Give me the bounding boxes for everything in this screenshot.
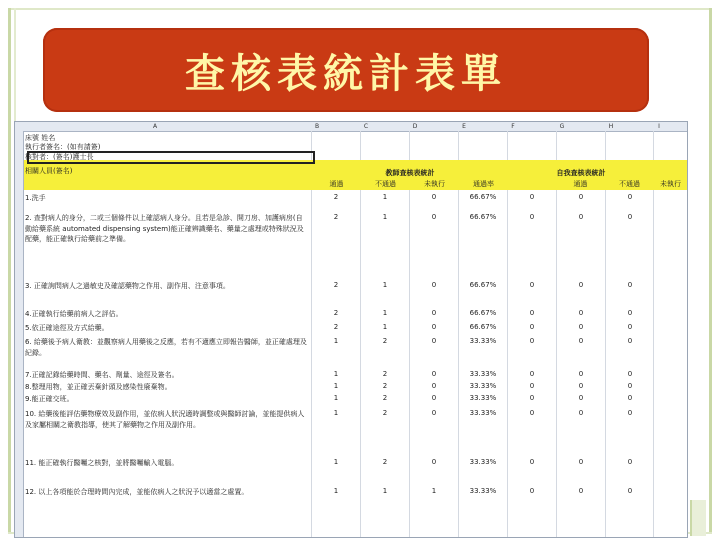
checklist-value-c[interactable]: 1 bbox=[382, 281, 388, 289]
checklist-value-g[interactable]: 0 bbox=[578, 193, 584, 201]
checklist-value-c[interactable]: 2 bbox=[382, 382, 388, 390]
checklist-value-g[interactable]: 0 bbox=[578, 382, 584, 390]
subheader-pass: 通過 bbox=[329, 180, 344, 188]
checklist-value-d[interactable]: 0 bbox=[431, 281, 437, 289]
checklist-value-b[interactable]: 1 bbox=[333, 409, 339, 417]
column-header-bar bbox=[15, 122, 687, 132]
checklist-value-b[interactable]: 2 bbox=[333, 323, 339, 331]
column-header-e[interactable]: E bbox=[462, 123, 466, 130]
checklist-item-label[interactable]: 4.正確執行給藥前病人之評估。 bbox=[25, 310, 123, 318]
checklist-value-e[interactable]: 66.67% bbox=[469, 193, 497, 201]
gridline bbox=[311, 131, 312, 537]
checklist-value-b[interactable]: 1 bbox=[333, 394, 339, 402]
checklist-value-e[interactable]: 66.67% bbox=[469, 323, 497, 331]
subheader-not-done: 未執行 bbox=[424, 180, 445, 188]
checklist-value-c[interactable]: 2 bbox=[382, 458, 388, 466]
header-row-1[interactable]: 床號 姓名 bbox=[25, 134, 56, 142]
checklist-item-label[interactable]: 9.能正確交班。 bbox=[25, 395, 74, 403]
checklist-value-f[interactable]: 0 bbox=[529, 409, 535, 417]
checklist-item-label[interactable]: 2. 查對病人的身分，二或三個條件以上確認病人身分。且若是急診、開刀房、加護病房(自動給藥系統 automated dispensing system)能正確辨識藥名、藥量之處理或特殊狀況及配藥，能正確執行給藥前之準備。 bbox=[25, 214, 304, 244]
checklist-value-e[interactable]: 33.33% bbox=[469, 409, 497, 417]
checklist-value-c[interactable]: 1 bbox=[382, 193, 388, 201]
checklist-value-f[interactable]: 0 bbox=[529, 323, 535, 331]
checklist-value-b[interactable]: 2 bbox=[333, 281, 339, 289]
header-row-3[interactable]: 核對者：(簽名)護士長 bbox=[25, 153, 94, 161]
checklist-value-f[interactable]: 0 bbox=[529, 337, 535, 345]
checklist-value-g[interactable]: 0 bbox=[578, 370, 584, 378]
checklist-value-h[interactable]: 0 bbox=[627, 394, 633, 402]
checklist-value-d[interactable]: 0 bbox=[431, 458, 437, 466]
slide-title: 查核表統計表單 bbox=[185, 49, 507, 97]
checklist-value-h[interactable]: 0 bbox=[627, 458, 633, 466]
title-banner bbox=[43, 28, 649, 112]
gridline bbox=[458, 131, 459, 537]
gridline bbox=[556, 131, 557, 537]
subheader-pass-rate: 通過率 bbox=[473, 180, 494, 188]
checklist-value-c[interactable]: 2 bbox=[382, 370, 388, 378]
checklist-value-g[interactable]: 0 bbox=[578, 409, 584, 417]
checklist-value-e[interactable]: 33.33% bbox=[469, 487, 497, 495]
spreadsheet[interactable] bbox=[14, 121, 688, 538]
checklist-value-d[interactable]: 0 bbox=[431, 309, 437, 317]
checklist-value-e[interactable]: 33.33% bbox=[469, 458, 497, 466]
gridline bbox=[360, 131, 361, 537]
checklist-value-h[interactable]: 0 bbox=[627, 409, 633, 417]
teacher-group-header: 教師查核表統計 bbox=[385, 169, 435, 177]
checklist-value-c[interactable]: 1 bbox=[382, 487, 388, 495]
slide-frame-right-band bbox=[690, 500, 706, 536]
checklist-value-e[interactable]: 33.33% bbox=[469, 382, 497, 390]
column-header-g[interactable]: G bbox=[559, 123, 565, 130]
column-header-a[interactable]: A bbox=[152, 123, 158, 130]
checklist-value-h[interactable]: 0 bbox=[627, 193, 633, 201]
checklist-value-d[interactable]: 0 bbox=[431, 394, 437, 402]
checklist-value-f[interactable]: 0 bbox=[529, 394, 535, 402]
checklist-value-g[interactable]: 0 bbox=[578, 281, 584, 289]
column-header-f[interactable]: F bbox=[511, 123, 515, 130]
checklist-value-c[interactable]: 1 bbox=[382, 309, 388, 317]
checklist-value-b[interactable]: 1 bbox=[333, 337, 339, 345]
checklist-value-f[interactable]: 0 bbox=[529, 281, 535, 289]
checklist-value-g[interactable]: 0 bbox=[578, 309, 584, 317]
checklist-value-g[interactable]: 0 bbox=[578, 458, 584, 466]
checklist-value-d[interactable]: 0 bbox=[431, 323, 437, 331]
checklist-value-f[interactable]: 0 bbox=[529, 382, 535, 390]
checklist-value-c[interactable]: 2 bbox=[382, 409, 388, 417]
checklist-value-e[interactable]: 66.67% bbox=[469, 213, 497, 221]
column-header-b[interactable]: B bbox=[314, 123, 320, 130]
checklist-value-b[interactable]: 2 bbox=[333, 309, 339, 317]
gridline bbox=[653, 131, 654, 537]
header-row-2[interactable]: 執行者簽名：(如有請簽) bbox=[25, 143, 101, 151]
checklist-item-label[interactable]: 11. 能正確執行醫囑之核對，並將醫囑輸入電腦。 bbox=[25, 459, 179, 467]
checklist-value-e[interactable]: 66.67% bbox=[469, 309, 497, 317]
checklist-value-b[interactable]: 1 bbox=[333, 487, 339, 495]
column-header-c[interactable]: C bbox=[363, 123, 369, 130]
checklist-value-d[interactable]: 0 bbox=[431, 409, 437, 417]
checklist-item-label[interactable]: 1.洗手 bbox=[25, 194, 46, 202]
column-header-i[interactable]: I bbox=[658, 123, 660, 130]
subheader-self-pass: 通過 bbox=[573, 180, 588, 188]
slide-frame-top bbox=[8, 8, 712, 10]
gridline bbox=[605, 131, 606, 537]
checklist-item-label[interactable]: 7.正確記錄給藥時間、藥名、劑量、途徑及簽名。 bbox=[25, 371, 179, 379]
checklist-item-label[interactable]: 3. 正確詢問病人之過敏史及確認藥物之作用、副作用、注意事項。 bbox=[25, 282, 230, 290]
subheader-fail: 不通過 bbox=[375, 180, 396, 188]
checklist-value-e[interactable]: 33.33% bbox=[469, 370, 497, 378]
subheader-self-fail: 不通過 bbox=[619, 180, 640, 188]
checklist-value-g[interactable]: 0 bbox=[578, 394, 584, 402]
checklist-value-c[interactable]: 1 bbox=[382, 323, 388, 331]
checklist-value-d[interactable]: 0 bbox=[431, 382, 437, 390]
header-row-4[interactable]: 相關人員(簽名) bbox=[25, 167, 73, 175]
checklist-value-f[interactable]: 0 bbox=[529, 213, 535, 221]
checklist-value-c[interactable]: 1 bbox=[382, 213, 388, 221]
checklist-value-f[interactable]: 0 bbox=[529, 458, 535, 466]
checklist-value-d[interactable]: 0 bbox=[431, 213, 437, 221]
checklist-value-h[interactable]: 0 bbox=[627, 487, 633, 495]
column-header-h[interactable]: H bbox=[608, 123, 614, 130]
checklist-value-g[interactable]: 0 bbox=[578, 323, 584, 331]
self-group-header: 自我查核表統計 bbox=[556, 169, 606, 177]
checklist-value-b[interactable]: 1 bbox=[333, 370, 339, 378]
checklist-value-f[interactable]: 0 bbox=[529, 309, 535, 317]
checklist-value-h[interactable]: 0 bbox=[627, 370, 633, 378]
checklist-value-b[interactable]: 2 bbox=[333, 193, 339, 201]
gridline bbox=[507, 131, 508, 537]
slide-frame-left bbox=[8, 8, 11, 532]
checklist-value-g[interactable]: 0 bbox=[578, 487, 584, 495]
checklist-value-f[interactable]: 0 bbox=[529, 193, 535, 201]
checklist-value-h[interactable]: 0 bbox=[627, 323, 633, 331]
checklist-value-b[interactable]: 2 bbox=[333, 213, 339, 221]
checklist-value-e[interactable]: 33.33% bbox=[469, 337, 497, 345]
checklist-item-label[interactable]: 12. 以上各項能於合理時間內完成，並能依病人之狀況予以適當之處置。 bbox=[25, 488, 249, 496]
selected-cell[interactable] bbox=[27, 151, 315, 164]
checklist-value-d[interactable]: 0 bbox=[431, 337, 437, 345]
checklist-value-g[interactable]: 0 bbox=[578, 337, 584, 345]
slide-frame-right bbox=[709, 8, 712, 532]
checklist-value-b[interactable]: 1 bbox=[333, 458, 339, 466]
checklist-value-b[interactable]: 1 bbox=[333, 382, 339, 390]
checklist-value-f[interactable]: 0 bbox=[529, 370, 535, 378]
checklist-value-f[interactable]: 0 bbox=[529, 487, 535, 495]
checklist-value-h[interactable]: 0 bbox=[627, 382, 633, 390]
checklist-value-c[interactable]: 2 bbox=[382, 394, 388, 402]
checklist-value-h[interactable]: 0 bbox=[627, 281, 633, 289]
checklist-value-h[interactable]: 0 bbox=[627, 337, 633, 345]
checklist-value-d[interactable]: 0 bbox=[431, 370, 437, 378]
checklist-value-d[interactable]: 1 bbox=[431, 487, 437, 495]
checklist-value-e[interactable]: 66.67% bbox=[469, 281, 497, 289]
checklist-value-e[interactable]: 33.33% bbox=[469, 394, 497, 402]
checklist-item-label[interactable]: 10. 給藥後能評估藥物療效及副作用，並依病人狀況適時調整或與醫師討論，並能提供病人及家屬相關之衛教指導，使其了解藥物之作用及副作用。 bbox=[25, 410, 305, 429]
checklist-item-label[interactable]: 5.依正確途徑及方式給藥。 bbox=[25, 324, 109, 332]
gridline bbox=[409, 131, 410, 537]
checklist-value-h[interactable]: 0 bbox=[627, 309, 633, 317]
checklist-value-d[interactable]: 0 bbox=[431, 193, 437, 201]
column-header-d[interactable]: D bbox=[412, 123, 418, 130]
row-header-gutter bbox=[15, 131, 24, 537]
checklist-value-g[interactable]: 0 bbox=[578, 213, 584, 221]
subheader-self-not-done: 未執行 bbox=[660, 180, 681, 188]
checklist-item-label[interactable]: 8.整理用物，並正確丟棄針頭及感染性廢棄物。 bbox=[25, 383, 172, 391]
checklist-item-label[interactable]: 6. 給藥後予病人衛教：並觀察病人用藥後之反應，若有不適應立即報告醫師，並正確處理及紀錄。 bbox=[25, 338, 307, 357]
checklist-value-c[interactable]: 2 bbox=[382, 337, 388, 345]
checklist-value-h[interactable]: 0 bbox=[627, 213, 633, 221]
